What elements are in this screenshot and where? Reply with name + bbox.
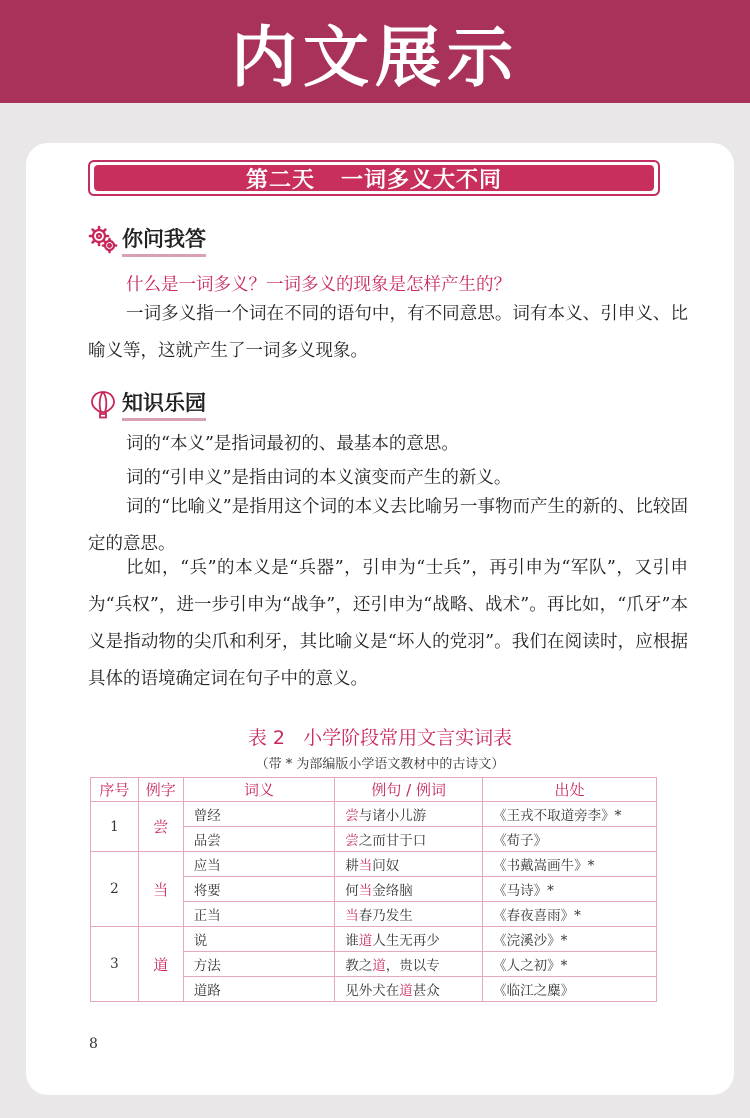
highlighted-char: 道 [372,958,386,974]
example-sentence-cell [335,927,483,952]
top-banner [0,0,750,103]
meaning-cell: 品尝 [183,827,335,852]
example-char-cell: 尝 [138,802,183,852]
highlighted-char: 尝 [345,833,359,849]
table-note: （带 * 为部编版小学语文教材中的古诗文） [255,757,505,772]
table-row [91,927,657,952]
meaning-cell: 道路 [183,977,335,1002]
qa-answer: 一词多义指一个词在不同的语句中，有不同意思。词有本义、引申义、比喻义等，这就产生了一词多义现象。 [88,304,688,361]
table-row [91,852,657,877]
table-title: 表 2 小学阶段常用文言实词表 [247,727,513,749]
header-cell: 例字 [138,778,183,802]
classical-words-table [90,777,657,1002]
highlighted-char: 尝 [345,808,359,824]
meaning-cell: 方法 [183,952,335,977]
highlighted-char: 当 [358,883,373,899]
meaning-cell: 说 [183,927,335,952]
example-sentence-cell [335,977,483,1002]
sentence-text: 与诸小儿游 [358,808,427,824]
source-cell: 《王戎不取道旁李》* [483,802,657,827]
sentence-text: 何 [345,883,359,899]
sentence-text: 问奴 [372,858,400,874]
sentence-text: ，贵以专 [385,958,440,974]
qa-question: 什么是一词多义？一词多义的现象是怎样产生的？ [126,275,511,295]
example-sentence-cell [335,852,483,877]
sentence-text: 人生无再少 [372,933,440,949]
banner-title: 内文展示 [231,19,519,96]
sentence-text: 见外犬在 [345,983,400,999]
row-number-cell: 2 [91,852,139,927]
day-title-bar [88,160,660,196]
header-cell: 词义 [183,778,335,802]
day-title: 第二天 一词多义大不同 [246,167,502,193]
highlighted-char: 当 [345,908,359,924]
sentence-text: 谁 [345,933,359,949]
header-cell: 出处 [483,778,657,802]
header-cell: 例句 / 例词 [335,778,483,802]
sentence-text: 耕 [345,858,359,874]
sentence-text: 甚众 [412,983,440,999]
example-char-cell: 当 [138,852,183,927]
table-row [91,802,657,827]
knowledge-paragraph: 词的“比喻义”是指用这个词的本义去比喻另一事物而产生的新的、比较固定的意思。 [88,497,688,554]
meaning-cell: 正当 [183,902,335,927]
knowledge-paragraph: 比如，“兵”的本义是“兵器”，引申为“士兵”，再引申为“军队”，又引申为“兵权”，进一步引申为“战争”，还引申为“战略、战术”。再比如，“爪牙”本义是指动物的尖爪和利牙，其比喻义是“坏人的党羽”。我们在阅读时，应根据具体的语境确定词在句子中的意义。 [88,558,688,689]
sentence-text: 教之 [345,958,373,974]
knowledge-section-header [88,387,206,421]
row-number-cell: 1 [91,802,139,852]
source-cell: 《人之初》* [483,952,657,977]
highlighted-char: 当 [358,858,373,874]
qa-section-title: 你问我答 [122,223,206,257]
qa-section-header [88,223,206,257]
knowledge-paragraph: 词的“本义”是指词最初的、最基本的意思。 [126,434,459,454]
example-char-cell: 道 [138,927,183,1002]
sentence-text: 金络脑 [372,883,413,899]
knowledge-paragraph: 词的“引申义”是指由词的本义演变而产生的新义。 [126,468,512,488]
highlighted-char: 道 [399,983,413,999]
sentence-text: 之而甘于口 [358,833,427,849]
highlighted-char: 道 [358,933,373,949]
page-card [26,143,734,1095]
row-number-cell: 3 [91,927,139,1002]
source-cell: 《马诗》* [483,877,657,902]
source-cell: 《临江之麋》 [483,977,657,1002]
source-cell: 《春夜喜雨》* [483,902,657,927]
knowledge-section-title: 知识乐园 [122,387,206,421]
example-sentence-cell [335,827,483,852]
meaning-cell: 应当 [183,852,335,877]
example-sentence-cell [335,902,483,927]
source-cell: 《荀子》 [483,827,657,852]
meaning-cell: 将要 [183,877,335,902]
table-header-row [91,778,657,802]
meaning-cell: 曾经 [183,802,335,827]
sentence-text: 春乃发生 [358,908,413,924]
source-cell: 《书戴嵩画牛》* [483,852,657,877]
source-cell: 《浣溪沙》* [483,927,657,952]
gears-icon [88,225,118,255]
page-number: 8 [89,1036,98,1052]
example-sentence-cell [335,802,483,827]
table-body [91,802,657,1002]
example-sentence-cell [335,952,483,977]
header-cell: 序号 [91,778,139,802]
hot-air-balloon-icon [88,389,118,419]
example-sentence-cell [335,877,483,902]
